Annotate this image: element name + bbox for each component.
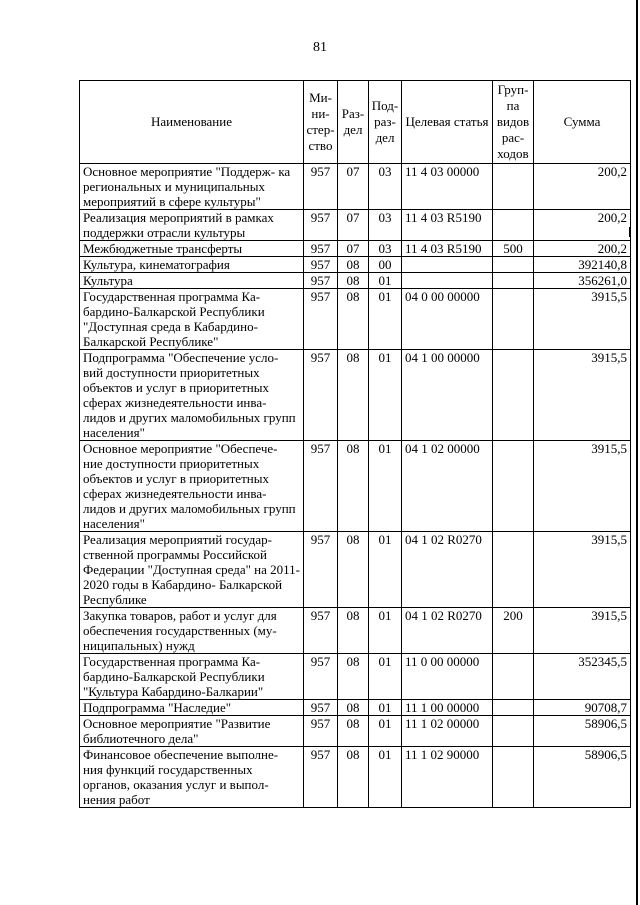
cell-ministry: 957 [304,532,338,608]
table-row [80,441,631,532]
cell-section: 08 [338,273,369,289]
table-row [80,273,631,289]
cell-section: 08 [338,532,369,608]
cell-amount: 3915,5 [534,532,631,608]
cell-amount: 352345,5 [534,654,631,700]
cell-section: 08 [338,716,369,747]
cell-ministry: 957 [304,289,338,350]
cell-name: Подпрограмма "Наследие" [80,700,304,716]
cell-amount: 3915,5 [534,350,631,441]
cell-target: 04 1 02 R0270 [402,532,493,608]
header-section: Раз- дел [338,81,369,164]
table-body [80,164,631,808]
cell-target: 11 4 03 R5190 [402,241,493,257]
cell-name: Культура, кинематография [80,257,304,273]
cell-amount: 200,2 [534,241,631,257]
table-row [80,241,631,257]
header-expense-group: Груп- па видов рас- ходов [493,81,534,164]
cell-expense-group [493,257,534,273]
table-row [80,350,631,441]
cell-ministry: 957 [304,716,338,747]
cell-section: 08 [338,289,369,350]
cell-name: Межбюджетные трансферты [80,241,304,257]
cell-subsection: 03 [369,164,402,210]
cell-expense-group [493,700,534,716]
cell-ministry: 957 [304,441,338,532]
scan-edge-line [636,0,638,905]
cell-target: 04 1 02 00000 [402,441,493,532]
cell-subsection: 03 [369,241,402,257]
cell-section: 07 [338,164,369,210]
table-row [80,747,631,808]
cell-subsection: 01 [369,608,402,654]
cell-amount: 3915,5 [534,608,631,654]
cell-amount: 58906,5 [534,747,631,808]
table-row [80,210,631,241]
cell-expense-group [493,654,534,700]
cell-target: 11 1 02 90000 [402,747,493,808]
cell-expense-group: 500 [493,241,534,257]
cell-ministry: 957 [304,654,338,700]
page-number: 81 [313,40,327,55]
cell-name: Культура [80,273,304,289]
cell-section: 07 [338,210,369,241]
header-subsection: Под- раз- дел [369,81,402,164]
cell-ministry: 957 [304,164,338,210]
cell-ministry: 957 [304,747,338,808]
cell-section: 07 [338,241,369,257]
table-row [80,654,631,700]
cell-name: Подпрограмма "Обеспечение усло- вий доступности приоритетных объектов и услуг в приоритетных сферах жизнедеятельности инва- лидов и других маломобильных групп населения" [80,350,304,441]
cell-section: 08 [338,257,369,273]
cell-target: 04 1 00 00000 [402,350,493,441]
cell-name: Реализация мероприятий в рамках поддержки отрасли культуры [80,210,304,241]
cell-ministry: 957 [304,273,338,289]
cell-section: 08 [338,608,369,654]
cell-amount: 90708,7 [534,700,631,716]
cell-subsection: 03 [369,210,402,241]
cell-ministry: 957 [304,700,338,716]
cell-subsection: 01 [369,747,402,808]
cell-section: 08 [338,700,369,716]
header-name: Наименование [80,81,304,164]
header-target: Целевая статья [402,81,493,164]
budget-table [79,80,631,808]
header-ministry: Ми- ни- стер- ство [304,81,338,164]
cell-expense-group: 200 [493,608,534,654]
cell-name: Реализация мероприятий государ- ственной программы Российской Федерации "Доступная среда" на 2011-2020 годы в Кабардино- Балкарской Республике [80,532,304,608]
cell-target: 04 0 00 00000 [402,289,493,350]
cell-ministry: 957 [304,241,338,257]
table-row [80,700,631,716]
cell-amount: 3915,5 [534,289,631,350]
cell-section: 08 [338,350,369,441]
cell-ministry: 957 [304,210,338,241]
cell-subsection: 01 [369,289,402,350]
cell-target: 11 4 03 00000 [402,164,493,210]
cell-subsection: 01 [369,273,402,289]
cell-name: Основное мероприятие "Поддерж- ка региональных и муниципальных мероприятий в сфере культуры" [80,164,304,210]
cell-subsection: 01 [369,441,402,532]
cell-target [402,257,493,273]
cell-amount: 356261,0 [534,273,631,289]
cell-subsection: 01 [369,700,402,716]
cell-subsection: 01 [369,350,402,441]
cell-target: 04 1 02 R0270 [402,608,493,654]
cell-ministry: 957 [304,608,338,654]
cell-amount: 3915,5 [534,441,631,532]
cell-expense-group [493,532,534,608]
cell-amount: 392140,8 [534,257,631,273]
cell-section: 08 [338,654,369,700]
cell-name: Государственная программа Ка- бардино-Балкарской Республики "Доступная среда в Кабардино- Балкарской Республике" [80,289,304,350]
cell-target: 11 4 03 R5190 [402,210,493,241]
cell-ministry: 957 [304,350,338,441]
cell-name: Основное мероприятие "Обеспече- ние доступности приоритетных объектов и услуг в приоритетных сферах жизнедеятельности инва- лидов и других маломобильных групп населения" [80,441,304,532]
cell-expense-group [493,164,534,210]
cell-name: Закупка товаров, работ и услуг для обеспечения государственных (му- ниципальных) нужд [80,608,304,654]
cell-subsection: 01 [369,654,402,700]
cell-amount: 200,2 [534,164,631,210]
header-amount: Сумма [534,81,631,164]
cell-subsection: 01 [369,716,402,747]
table-row [80,716,631,747]
cell-expense-group [493,350,534,441]
cell-expense-group [493,747,534,808]
table-row [80,257,631,273]
cell-section: 08 [338,747,369,808]
cell-expense-group [493,273,534,289]
cell-expense-group [493,441,534,532]
cell-target: 11 1 02 00000 [402,716,493,747]
cell-target: 11 1 00 00000 [402,700,493,716]
cell-expense-group [493,716,534,747]
cell-expense-group [493,289,534,350]
cell-target: 11 0 00 00000 [402,654,493,700]
cell-amount: 200,2 [534,210,631,241]
cell-target [402,273,493,289]
cell-subsection: 01 [369,532,402,608]
cell-section: 08 [338,441,369,532]
cell-name: Основное мероприятие "Развитие библиотечного дела" [80,716,304,747]
table-row [80,289,631,350]
cell-name: Финансовое обеспечение выполне- ния функций государственных органов, оказания услуг и выпол- нения работ [80,747,304,808]
table-row [80,608,631,654]
cell-expense-group [493,210,534,241]
table-header-row [80,81,631,164]
cell-amount: 58906,5 [534,716,631,747]
cell-name: Государственная программа Ка- бардино-Балкарской Республики "Культура Кабардино-Балкарии" [80,654,304,700]
table-row [80,164,631,210]
cell-subsection: 00 [369,257,402,273]
table-row [80,532,631,608]
cell-ministry: 957 [304,257,338,273]
